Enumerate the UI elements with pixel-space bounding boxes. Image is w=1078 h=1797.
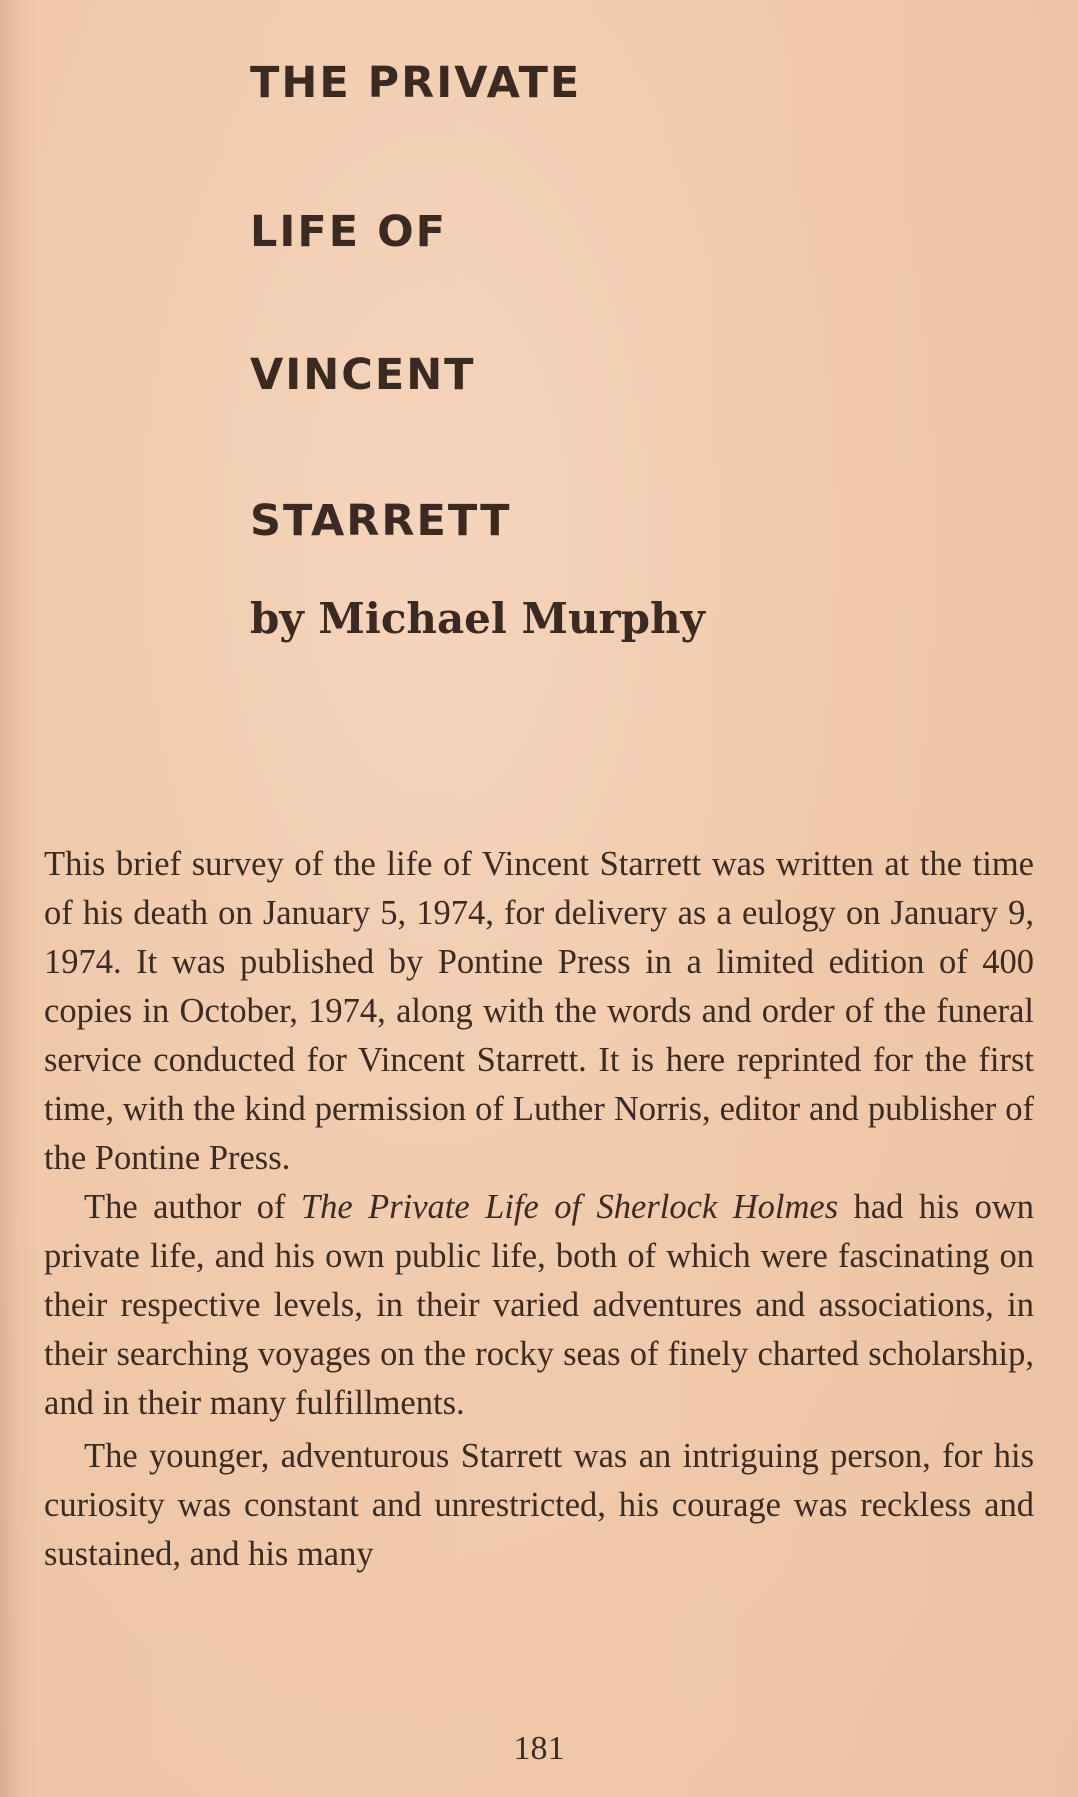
title-line-1: THE PRIVATE: [250, 58, 582, 108]
title-line-2: LIFE OF: [250, 207, 448, 257]
page-number: 181: [513, 1730, 565, 1767]
paragraph-younger-starrett: The younger, adventurous Starrett was an intriguing person, for his curiosity was constant and unrestricted, his courage was reckless and sustained, and his many: [44, 1437, 1034, 1573]
title-line-3: VINCENT: [250, 350, 476, 400]
book-title-italic: The Private Life of Sherlock Holmes: [300, 1188, 839, 1226]
title-line-4: STARRETT: [250, 496, 512, 546]
byline: by Michael Murphy: [250, 594, 705, 643]
paragraph-author-intro: [44, 1183, 1034, 1428]
paragraph-text: had his own private life, and his own public life, both of which were fascinating on their respective levels, in their varied adventures and associations, in their searching voyages on the rocky seas of finely charted scholarship, and in their many fulfillments.: [44, 1188, 1034, 1422]
paragraph-editorial-note: This brief survey of the life of Vincent Starrett was written at the time of his death on January 5, 1974, for delivery as a eulogy on January 9, 1974. It was published by Pontine Press in a limited edition of 400 copies in October, 1974, along with the words and order of the funeral service conducted for Vincent Starrett. It is here reprinted for the first time, with the kind permission of Luther Norris, editor and publisher of the Pontine Press.: [44, 845, 1034, 1177]
paragraph-text: The author of: [84, 1188, 301, 1226]
body-text: [44, 840, 1034, 1579]
